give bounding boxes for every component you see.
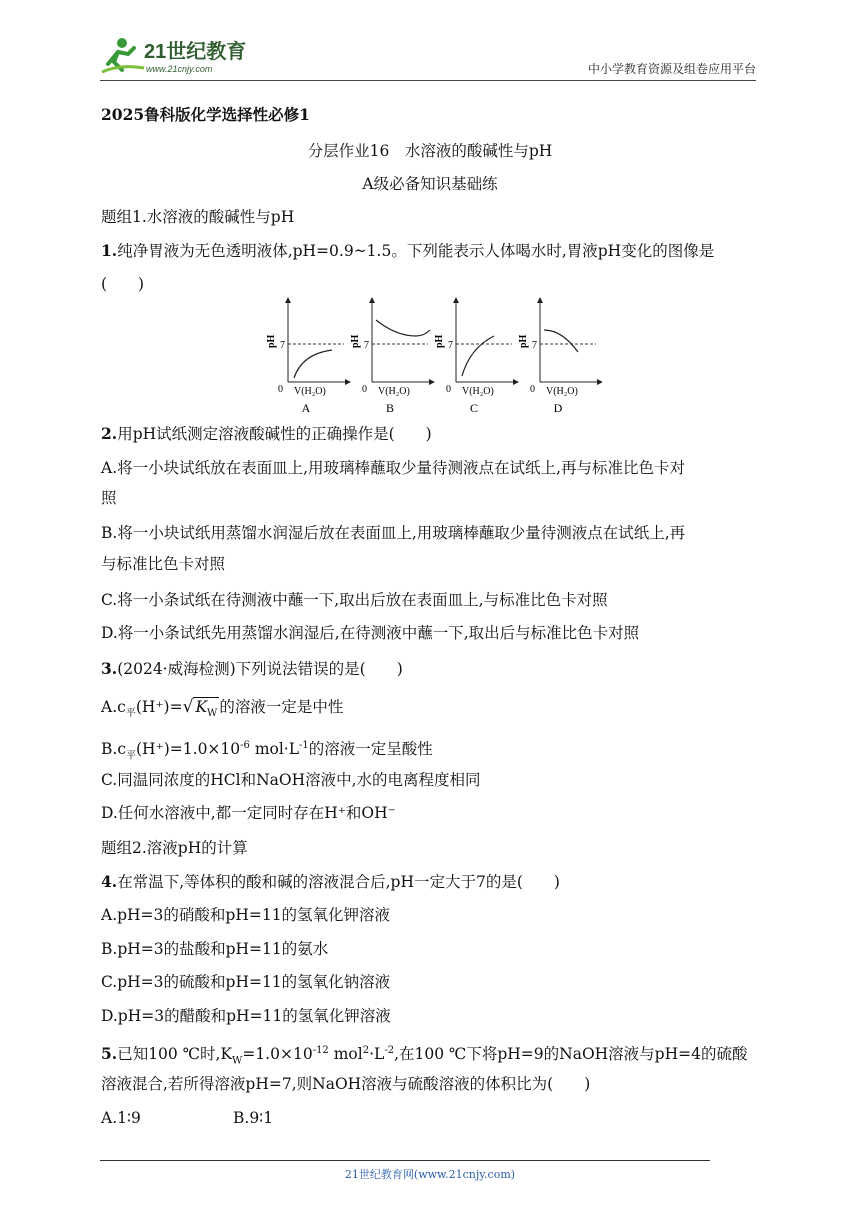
- graph-option-label: D: [553, 401, 563, 415]
- q3-a-sub: 平: [125, 708, 136, 720]
- header-platform-text: 中小学教育资源及组卷应用平台: [587, 62, 756, 76]
- q1-paren: ( ): [101, 275, 145, 293]
- q3-a-sqrt-k: K: [195, 698, 208, 716]
- q3-option-b: [101, 735, 433, 767]
- q5-number: 5.: [101, 1044, 118, 1064]
- q3-b-unit: mol·L: [249, 740, 300, 759]
- q1-number: 1.: [101, 241, 118, 260]
- q5-option-b: B.9∶1: [233, 1109, 274, 1127]
- ph-curve: [544, 330, 578, 352]
- origin-label: 0: [530, 384, 535, 395]
- ph7-tick-label: 7: [364, 340, 369, 351]
- graph-option-label: A: [301, 401, 311, 415]
- q4-text: 在常温下,等体积的酸和碱的溶液混合后,pH一定大于7的是( ): [117, 873, 560, 891]
- q2-text: 用pH试纸测定溶液酸碱性的正确操作是( ): [117, 425, 432, 443]
- q5-l1b: =1.0×10: [242, 1045, 313, 1064]
- q3-option-c: C.同温同浓度的HCl和NaOH溶液中,水的电离程度相同: [101, 771, 481, 789]
- q3-b-prefix: B.c: [101, 740, 126, 759]
- logo-text: 21世纪教育: [144, 41, 247, 63]
- q2-option-b-line1: B.将一小块试纸用蒸馏水润湿后放在表面皿上,用玻璃棒蘸取少量待测液点在试纸上,再: [101, 524, 686, 542]
- q5-exp1: -12: [312, 1045, 329, 1056]
- assignment-title: 分层作业16 水溶液的酸碱性与pH: [307, 142, 553, 160]
- footer-text: 21世纪教育网(www.21cnjy.com): [344, 1168, 516, 1181]
- q3-b-mid: (H⁺)=1.0×10: [136, 740, 241, 759]
- origin-label: 0: [278, 384, 283, 395]
- ph-curve: [462, 336, 494, 376]
- q4-option-b: B.pH=3的盐酸和pH=11的氨水: [101, 940, 329, 958]
- q4-option-d: D.pH=3的醋酸和pH=11的氢氧化钾溶液: [101, 1007, 391, 1025]
- ph-curve: [294, 350, 332, 378]
- graph-option-label: C: [469, 401, 479, 415]
- q5-option-a: A.1∶9: [101, 1109, 141, 1127]
- origin-label: 0: [446, 384, 451, 395]
- ph-graphs: [262, 292, 602, 418]
- q3-b-sub: 平: [126, 750, 136, 762]
- q2-number: 2.: [101, 424, 118, 443]
- q3-a-prefix: A.c: [101, 698, 126, 716]
- q3-a-post: 的溶液一定是中性: [219, 698, 344, 716]
- q2-option-a-line1: A.将一小块试纸放在表面皿上,用玻璃棒蘸取少量待测液点在试纸上,再与标准比色卡对: [101, 459, 685, 477]
- q4-option-c: C.pH=3的硫酸和pH=11的氢氧化钠溶液: [101, 973, 391, 991]
- x-axis-label: V(H₂O): [462, 386, 494, 397]
- q5-kw-sub: W: [232, 1055, 243, 1067]
- q5-exp3: -2: [384, 1045, 395, 1056]
- q3-a-mid: (H⁺)=: [135, 698, 183, 716]
- q3-option-d: D.任何水溶液中,都一定同时存在H⁺和OH⁻: [101, 804, 396, 822]
- q2-option-d: D.将一小条试纸先用蒸馏水润湿后,在待测液中蘸一下,取出后与标准比色卡对照: [101, 624, 640, 642]
- ph7-tick-label: 7: [280, 340, 285, 351]
- q5-stem-line2: 溶液混合,若所得溶液pH=7,则NaOH溶液与硫酸溶液的体积比为( ): [101, 1075, 591, 1093]
- q5-l1d: ·L: [369, 1045, 385, 1064]
- x-axis-label: V(H₂O): [546, 386, 578, 397]
- q5-l1e: ,在100 ℃下将pH=9的NaOH溶液与pH=4的硫酸: [394, 1045, 748, 1064]
- q5-l1a: 已知100 ℃时,K: [117, 1045, 233, 1064]
- q1-stem: [101, 240, 714, 262]
- q3-stem: [101, 658, 403, 680]
- footer-rule: [100, 1160, 710, 1161]
- q3-b-exp: -6: [240, 740, 250, 751]
- q3-b-unit-exp: -1: [299, 740, 309, 751]
- q5-l1c: mol: [328, 1045, 363, 1064]
- logo-url: www.21cnjy.com: [146, 64, 213, 74]
- ph7-tick-label: 7: [532, 340, 537, 351]
- q3-text: (2024·威海检测)下列说法错误的是( ): [117, 660, 403, 678]
- q3-a-sqrt-sub: W: [207, 708, 218, 720]
- site-logo: [100, 34, 260, 76]
- q3-number: 3.: [101, 659, 118, 678]
- q5-exp2: 2: [362, 1045, 370, 1056]
- q2-option-b-line2: 与标准比色卡对照: [101, 555, 226, 573]
- header-rule: [100, 80, 756, 81]
- y-axis-label: pH: [350, 334, 361, 348]
- group2-title: 题组2.溶液pH的计算: [101, 839, 248, 857]
- ph7-tick-label: 7: [448, 340, 453, 351]
- q3-b-post: 的溶液一定呈酸性: [308, 740, 433, 759]
- origin-label: 0: [362, 384, 367, 395]
- graph-option-label: B: [385, 401, 395, 415]
- sqrt-expression: √ $K_W$: [182, 697, 218, 720]
- q2-stem: [101, 423, 432, 445]
- q4-option-a: A.pH=3的硝酸和pH=11的氢氧化钾溶液: [101, 906, 391, 924]
- y-axis-label: pH: [518, 334, 529, 348]
- book-title: 2025鲁科版化学选择性必修1: [101, 105, 310, 124]
- q2-option-c: C.将一小条试纸在待测液中蘸一下,取出后放在表面皿上,与标准比色卡对照: [101, 591, 608, 609]
- q5-stem-line1: [101, 1040, 747, 1072]
- q2-option-a-line2: 照: [101, 489, 117, 507]
- y-axis-label: pH: [266, 334, 277, 348]
- ph-curve: [376, 320, 430, 336]
- q4-number: 4.: [101, 872, 118, 891]
- x-axis-label: V(H₂O): [294, 386, 326, 397]
- x-axis-label: V(H₂O): [378, 386, 410, 397]
- q4-stem: [101, 871, 560, 893]
- q1-text: 纯净胃液为无色透明液体,pH=0.9~1.5。下列能表示人体喝水时,胃液pH变化的图像是: [117, 242, 715, 260]
- runner-icon: [102, 38, 144, 72]
- level-title: A级必备知识基础练: [362, 175, 498, 193]
- group1-title: 题组1.水溶液的酸碱性与pH: [101, 208, 295, 226]
- y-axis-label: pH: [434, 334, 445, 348]
- q3-option-a: [101, 696, 343, 725]
